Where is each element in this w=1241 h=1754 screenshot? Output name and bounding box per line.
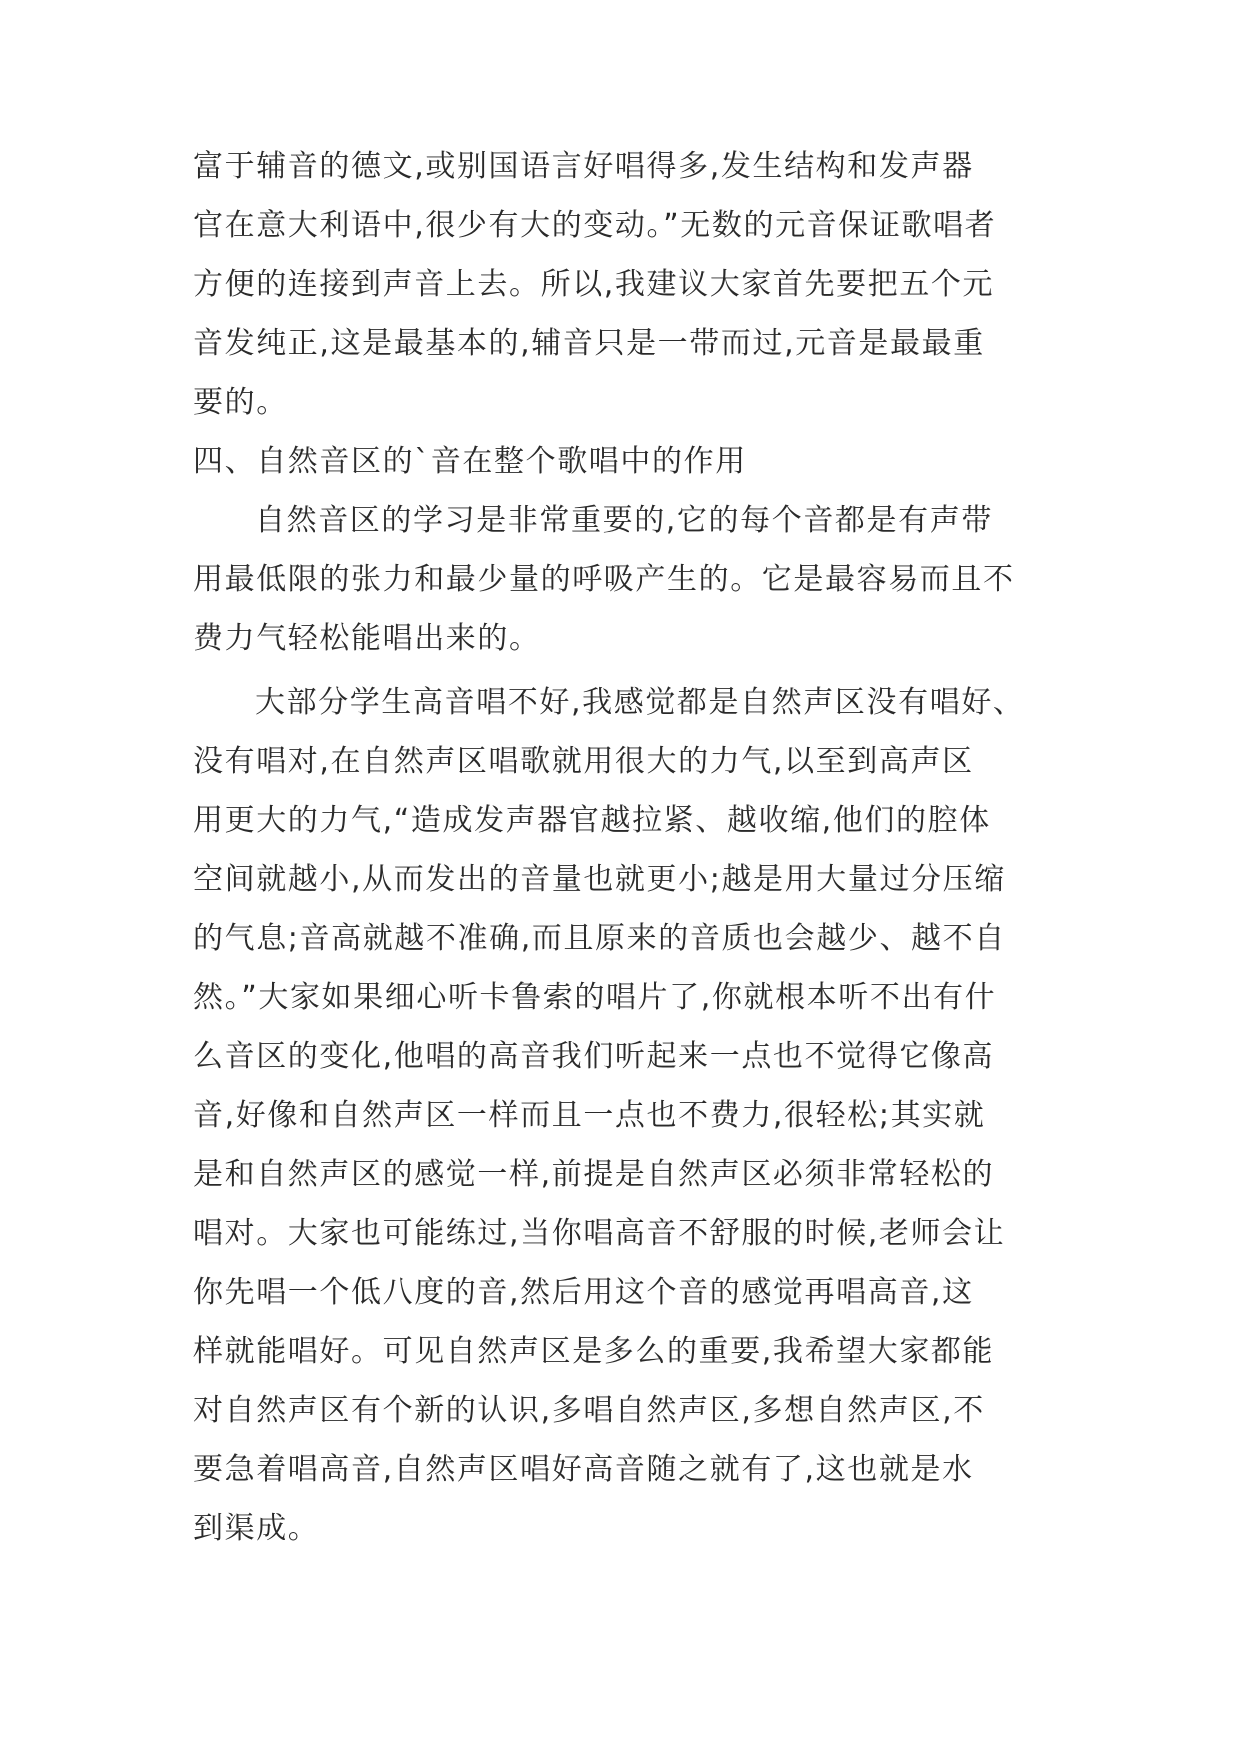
text-line: 要急着唱高音,自然声区唱好高音随之就有了,这也就是水	[193, 1452, 974, 1487]
text-line: 没有唱对,在自然声区唱歌就用很大的力气,以至到高声区	[193, 744, 974, 779]
text-line: 然。”大家如果细心听卡鲁索的唱片了,你就根本听不出有什	[193, 980, 997, 1015]
text-line: 你先唱一个低八度的音,然后用这个音的感觉再唱高音,这	[193, 1275, 974, 1310]
text-line: 用最低限的张力和最少量的呼吸产生的。它是最容易而且不	[193, 562, 1015, 597]
text-line: 用更大的力气,“造成发声器官越拉紧、越收缩,他们的腔体	[193, 803, 991, 838]
paragraph-first-line: 大部分学生高音唱不好,我感觉都是自然声区没有唱好、	[255, 685, 1025, 720]
text-line: 样就能唱好。可见自然声区是多么的重要,我希望大家都能	[193, 1334, 995, 1369]
text-line: 方便的连接到声音上去。所以,我建议大家首先要把五个元	[193, 267, 995, 302]
text-line: 的气息;音高就越不准确,而且原来的音质也会越少、越不自	[193, 921, 1006, 956]
text-line: 么音区的变化,他唱的高音我们听起来一点也不觉得它像高	[193, 1039, 995, 1074]
text-line: 对自然声区有个新的认识,多唱自然声区,多想自然声区,不	[193, 1393, 985, 1428]
paragraph-first-line: 自然音区的学习是非常重要的,它的每个音都是有声带	[255, 503, 993, 538]
section-heading: 四、自然音区的`音在整个歌唱中的作用	[193, 444, 747, 479]
text-line: 费力气轻松能唱出来的。	[193, 621, 541, 656]
text-line: 空间就越小,从而发出的音量也就更小;越是用大量过分压缩	[193, 862, 1006, 897]
text-line: 富于辅音的德文,或别国语言好唱得多,发生结构和发声器	[193, 149, 974, 184]
text-line: 音,好像和自然声区一样而且一点也不费力,很轻松;其实就	[193, 1098, 986, 1133]
text-line: 唱对。大家也可能练过,当你唱高音不舒服的时候,老师会让	[193, 1216, 1006, 1251]
text-line: 要的。	[193, 385, 288, 420]
text-line: 官在意大利语中,很少有大的变动。”无数的元音保证歌唱者	[193, 208, 997, 243]
text-line: 是和自然声区的感觉一样,前提是自然声区必须非常轻松的	[193, 1157, 995, 1192]
text-line: 音发纯正,这是最基本的,辅音只是一带而过,元音是最最重	[193, 326, 985, 361]
text-line: 到渠成。	[193, 1511, 320, 1546]
